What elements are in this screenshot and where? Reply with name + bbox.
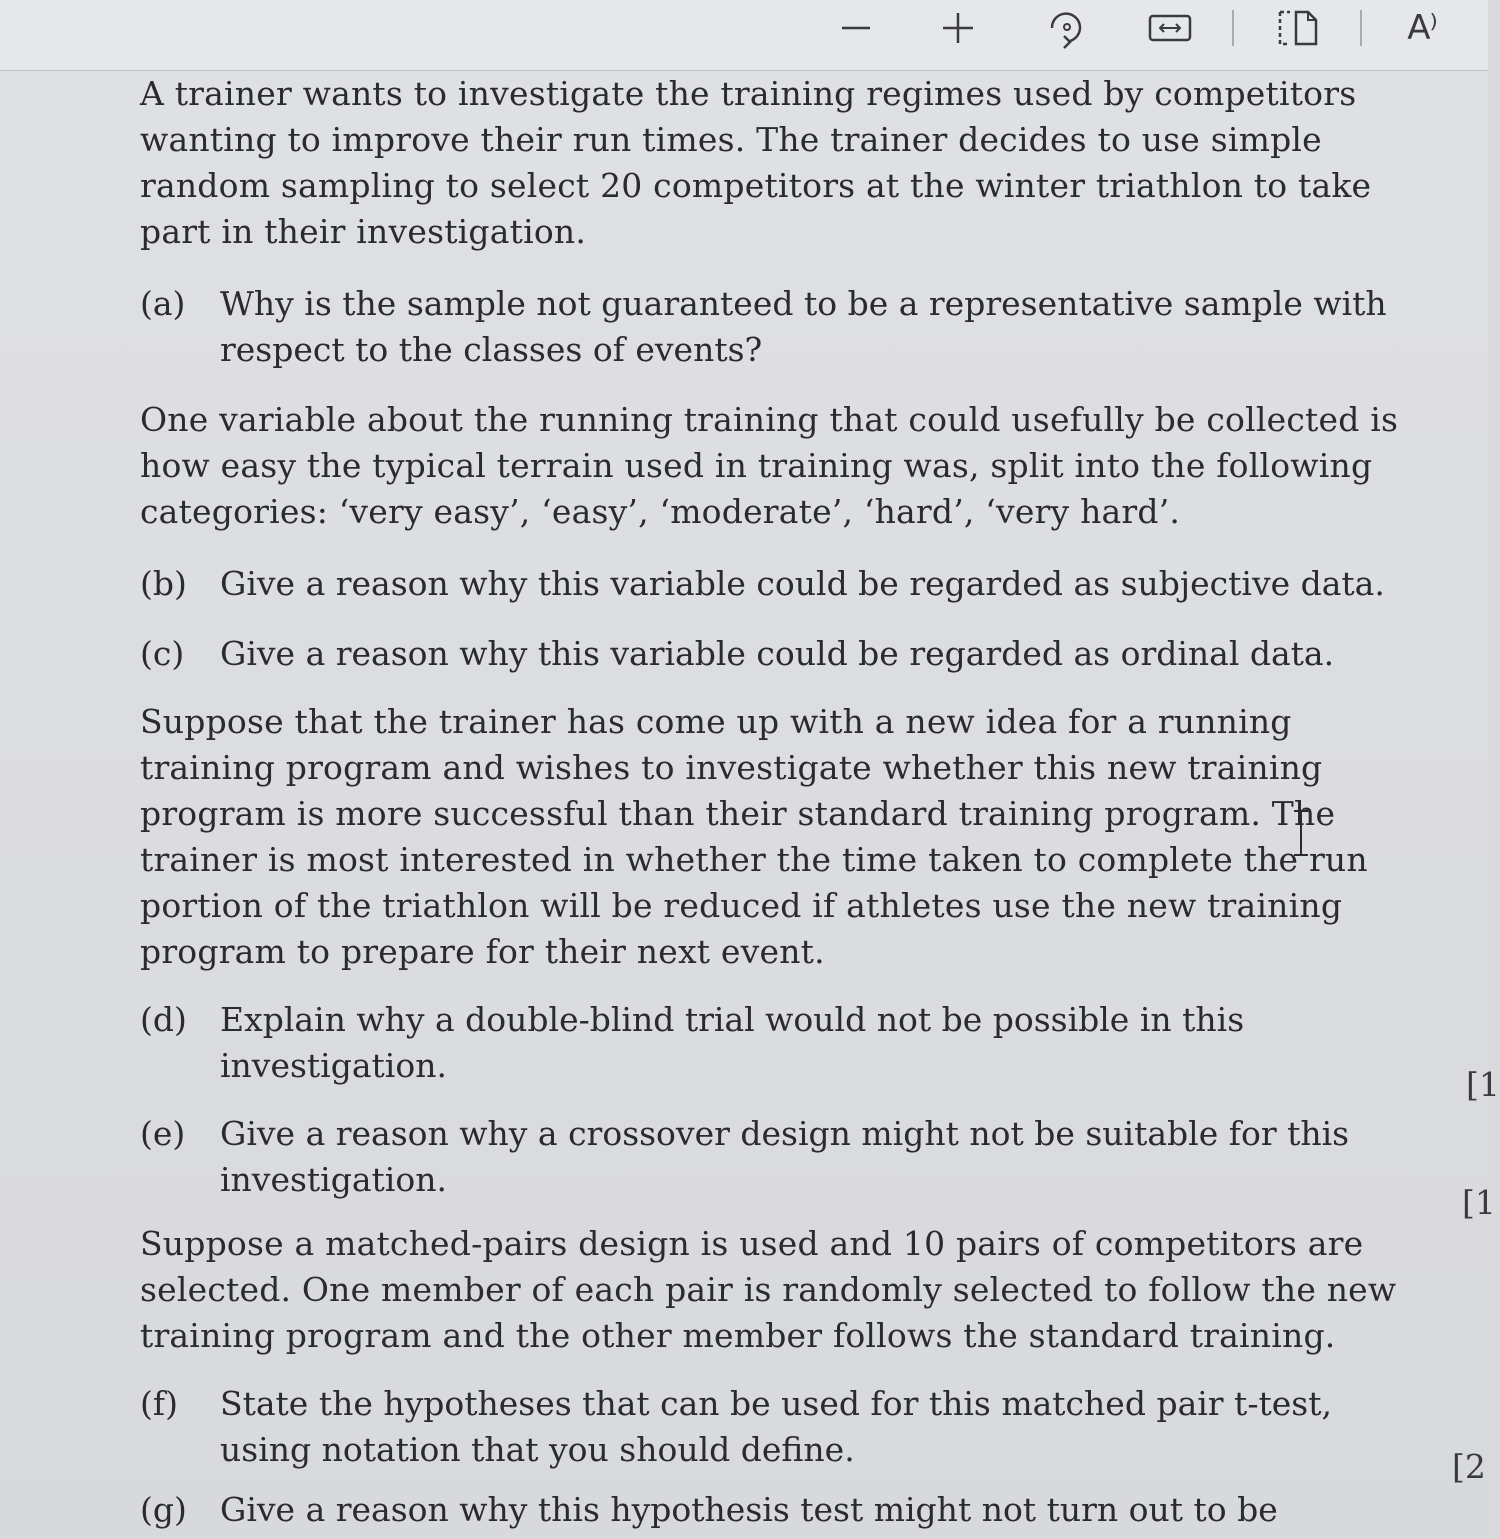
page-view-icon [1274, 6, 1322, 50]
fit-width-button[interactable] [1144, 8, 1196, 48]
text-cursor-icon [1290, 808, 1312, 858]
question-letter: (d) [140, 1000, 187, 1039]
zoom-out-button[interactable] [830, 8, 882, 48]
question-d [140, 997, 1400, 1089]
question-e [140, 1111, 1400, 1203]
question-text: Give a reason why this variable could be regarded as subjective data. [220, 564, 1385, 603]
zoom-in-button[interactable] [932, 8, 984, 48]
question-text: Give a reason why a crossover design might not be suitable for this investigation. [220, 1114, 1350, 1199]
question-c [140, 631, 1400, 677]
question-letter: (e) [140, 1114, 186, 1153]
toolbar-divider [1232, 10, 1234, 46]
question-f [140, 1381, 1400, 1473]
matched-pairs-paragraph: Suppose a matched-pairs design is used and 10 pairs of competitors are selected. One member of each pair is randomly selected to follow the new training program and the other member follows the standard training. [140, 1224, 1397, 1355]
question-letter: (c) [140, 634, 185, 673]
question-letter: (g) [140, 1490, 187, 1529]
variable-paragraph: One variable about the running training that could usefully be collected is how easy the typical terrain used in training was, split into the following categories: ‘very easy’, ‘easy’, ‘moderate’, ‘hard’, ‘very hard’. [140, 400, 1399, 531]
document-page [0, 71, 1500, 1539]
question-letter: (a) [140, 284, 186, 323]
trial-paragraph: Suppose that the trainer has come up with a new idea for a running training program and wishes to investigate whether this new training program is more successful than their standard training program. The trainer is most interested in whether the time taken to complete the run portion of the triathlon will be reduced if athletes use the new training program to prepare for their next event. [140, 702, 1368, 971]
read-aloud-icon: A⁾ [1407, 8, 1437, 48]
rotate-button[interactable] [1040, 8, 1092, 48]
fit-width-icon [1146, 8, 1194, 48]
minus-icon [836, 8, 876, 48]
pdf-toolbar [0, 0, 1488, 71]
question-text: Give a reason why this hypothesis test might not turn out to be [220, 1490, 1278, 1529]
rotate-icon [1044, 6, 1088, 50]
plus-icon [938, 8, 978, 48]
question-text: Explain why a double-blind trial would not be possible in this investigation. [220, 1000, 1245, 1085]
toolbar-divider [1360, 10, 1362, 46]
marks-d: [1 [1466, 1065, 1500, 1104]
question-text: Give a reason why this variable could be regarded as ordinal data. [220, 634, 1335, 673]
question-g [140, 1487, 1400, 1533]
read-aloud-button[interactable] [1396, 8, 1448, 48]
question-a [140, 281, 1400, 373]
page-view-button[interactable] [1272, 8, 1324, 48]
question-b [140, 561, 1400, 607]
intro-paragraph: A trainer wants to investigate the training regimes used by competitors wanting to improve their run times. The trainer decides to use simple random sampling to select 20 competitors at the winter triathlon to take part in their investigation. [140, 74, 1372, 251]
question-text: State the hypotheses that can be used for this matched pair t-test, using notation that you should define. [220, 1384, 1332, 1469]
question-text: Why is the sample not guaranteed to be a representative sample with respect to the classes of events? [220, 284, 1387, 369]
question-letter: (b) [140, 564, 187, 603]
question-letter: (f) [140, 1384, 178, 1423]
marks-f: [2 [1452, 1447, 1486, 1486]
marks-e: [1 [1462, 1183, 1496, 1222]
